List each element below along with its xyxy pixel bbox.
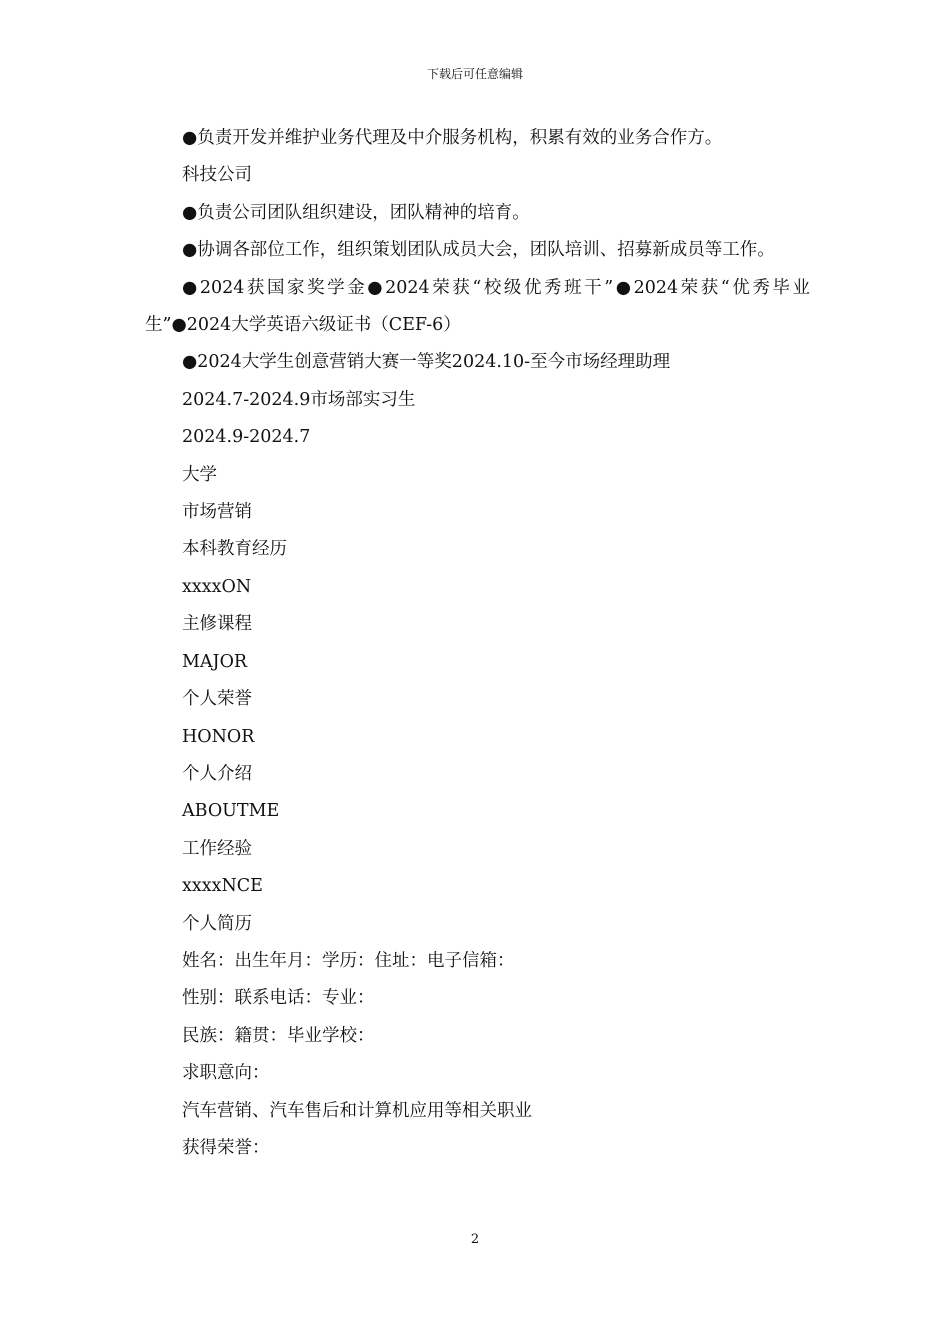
paragraph: 本科教育经历 [182,539,287,560]
document-body [145,120,810,1167]
paragraph: 求职意向： [182,1063,270,1084]
paragraph: 个人荣誉 [182,689,252,710]
paragraph: 2024.7-2024.9市场部实习生 [182,389,416,410]
paragraph: xxxxNCE [182,876,263,897]
paragraph: ●协调各部位工作，组织策划团队成员大会，团队培训、招募新成员等工作。 [182,240,775,261]
paragraph: 主修课程 [182,614,252,635]
paragraph: 民族：籍贯：毕业学校： [182,1025,375,1046]
paragraph: 2024.9-2024.7 [182,427,311,448]
paragraph: ●负责公司团队组织建设，团队精神的培育。 [182,202,530,223]
paragraph: 获得荣誉： [182,1137,270,1158]
paragraph: xxxxON [182,576,252,597]
paragraph: 姓名：出生年月：学历：住址：电子信箱： [182,950,515,971]
paragraph: ●2024获国家奖学金●2024荣获“校级优秀班干”●2024荣获“优秀毕业生”●2024大学英语六级证书（CEF-6） [145,277,810,336]
paragraph: 汽车营销、汽车售后和计算机应用等相关职业 [182,1100,532,1121]
paragraph: 科技公司 [182,165,252,186]
paragraph: ●2024大学生创意营销大赛一等奖2024.10-至今市场经理助理 [182,352,671,373]
page-header: 下载后可任意编辑 [426,67,523,81]
paragraph: 个人简历 [182,913,252,934]
paragraph: 工作经验 [182,838,252,859]
paragraph: 市场营销 [182,502,252,523]
paragraph: 性别：联系电话：专业： [182,988,375,1009]
paragraph: 大学 [182,464,217,485]
paragraph: ●负责开发并维护业务代理及中介服务机构，积累有效的业务合作方。 [182,128,723,148]
paragraph: ABOUTME [182,801,280,822]
paragraph: MAJOR [182,651,248,672]
paragraph: HONOR [182,726,255,747]
paragraph: 个人介绍 [182,763,252,784]
page-number: 2 [470,1232,480,1247]
